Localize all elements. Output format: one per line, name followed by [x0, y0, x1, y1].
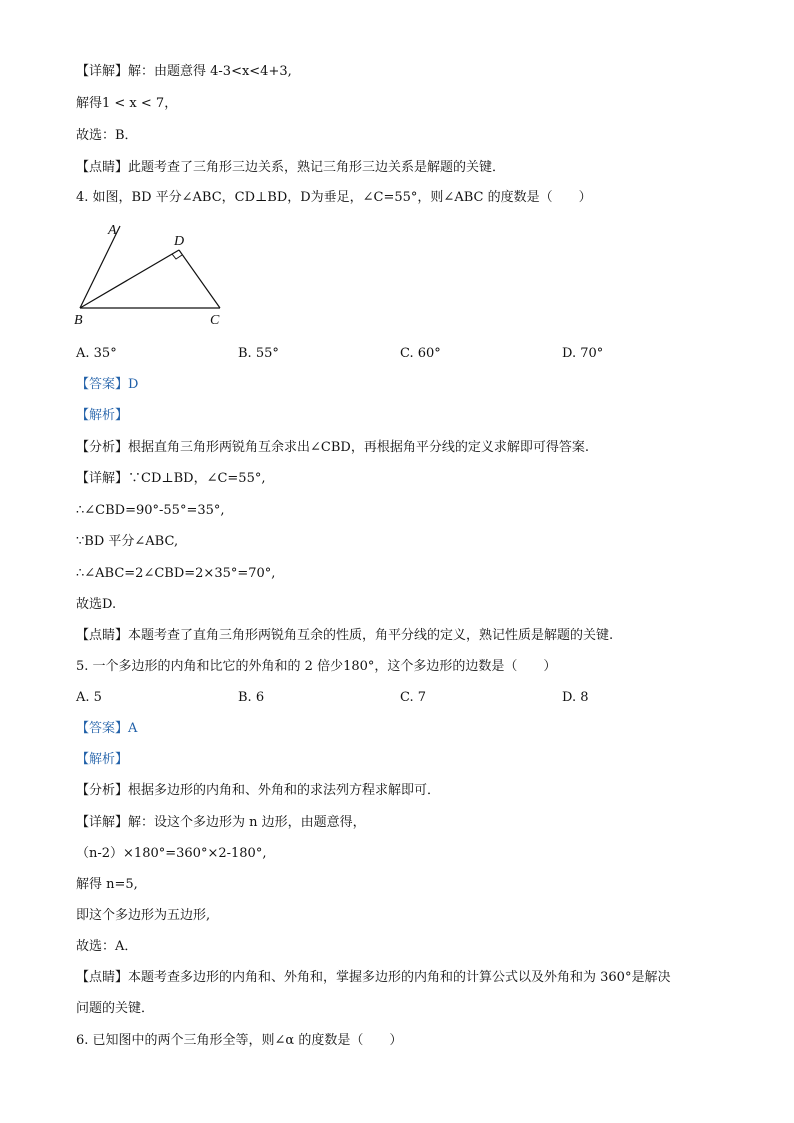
label-d: D — [174, 234, 185, 249]
q5-choice: 故选：A． — [76, 939, 138, 954]
q5-detail-2: （n-2）×180°=360°×2-180°, — [76, 846, 267, 861]
segment-bd — [80, 250, 179, 308]
q5-comment-2: 问题的关键． — [76, 1001, 155, 1016]
q5-option-c: C. 7 — [400, 690, 427, 705]
q5-detail-4: 即这个多边形为五边形, — [76, 908, 211, 923]
comment-line: 【点睛】此题考查了三角形三边关系，熟记三角形三边关系是解题的关键． — [76, 160, 506, 175]
q4-option-c: C. 60° — [400, 346, 441, 361]
label-a: A — [108, 223, 117, 238]
segment-dc — [179, 250, 220, 308]
q5-analysis: 【分析】根据多边形的内角和、外角和的求法列方程求解即可． — [76, 783, 441, 798]
label-c: C — [210, 313, 220, 328]
q5-analysis-heading: 【解析】 — [76, 752, 129, 767]
q4-option-b: B. 55° — [238, 346, 279, 361]
question-5-stem: 5. 一个多边形的内角和比它的外角和的 2 倍少180°，这个多边形的边数是（ ） — [76, 659, 557, 674]
q4-detail-4: ∴∠ABC=2∠CBD=2×35°=70°, — [76, 566, 276, 581]
q4-choice: 故选D. — [76, 597, 117, 612]
choice-line: 故选：B． — [76, 128, 138, 143]
q4-option-d: D. 70° — [562, 346, 604, 361]
q5-option-d: D. 8 — [562, 690, 589, 705]
q5-answer: 【答案】A — [76, 721, 138, 736]
q5-option-b: B. 6 — [238, 690, 265, 705]
question-6-stem: 6. 已知图中的两个三角形全等，则∠α 的度数是（ ） — [76, 1033, 403, 1048]
q4-option-a: A. 35° — [76, 346, 117, 361]
q4-detail-1: 【详解】∵CD⊥BD，∠C=55°, — [76, 471, 266, 486]
q4-analysis: 【分析】根据直角三角形两锐角互余求出∠CBD，再根据角平分线的定义求解即可得答案. — [76, 440, 589, 455]
q5-option-a: A. 5 — [76, 690, 102, 705]
q4-comment: 【点睛】本题考查了直角三角形两锐角互余的性质，角平分线的定义，熟记性质是解题的关键. — [76, 628, 614, 643]
q4-detail-2: ∴∠CBD=90°-55°=35°, — [76, 503, 225, 518]
solution-detail-line: 【详解】解：由题意得 4-3<x<4+3, — [76, 64, 292, 79]
right-angle-mark — [172, 254, 182, 259]
label-b: B — [74, 313, 83, 328]
q4-analysis-heading: 【解析】 — [76, 408, 129, 423]
question-4-stem: 4. 如图，BD 平分∠ABC，CD⊥BD，D为垂足，∠C=55°，则∠ABC 的度数是（ ） — [76, 190, 592, 205]
q4-detail-3: ∵BD 平分∠ABC, — [76, 534, 179, 549]
triangle-figure — [70, 218, 240, 330]
q4-answer: 【答案】D — [76, 377, 139, 392]
q5-detail-1: 【详解】解：设这个多边形为 n 边形，由题意得， — [76, 815, 366, 830]
q5-detail-3: 解得 n=5, — [76, 877, 138, 892]
q5-comment-1: 【点睛】本题考查多边形的内角和、外角和，掌握多边形的内角和的计算公式以及外角和为 360°是解决 — [76, 970, 671, 985]
solution-result-line: 解得1 < x < 7， — [76, 96, 178, 111]
